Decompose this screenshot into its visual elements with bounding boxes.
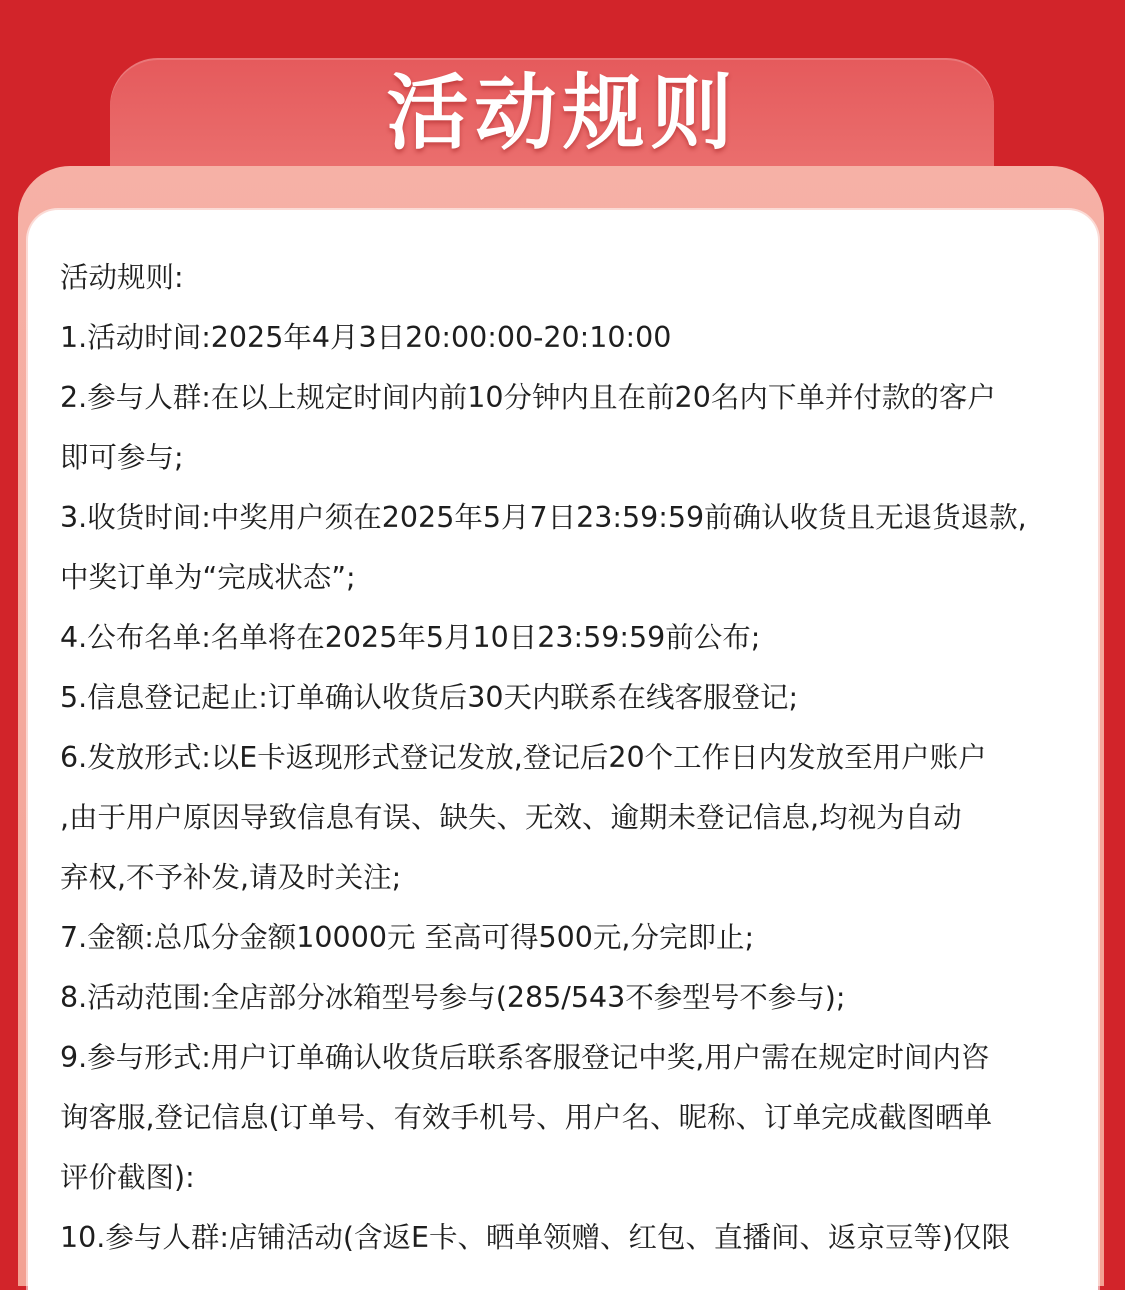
rule-participants-cont: 即可参与; xyxy=(60,441,184,474)
rule-participation-form-cont: 询客服,登记信息(订单号、有效手机号、用户名、昵称、订单完成截图晒单 xyxy=(60,1101,993,1134)
page-title: 活动规则 xyxy=(386,66,739,161)
rules-list xyxy=(60,248,1070,1268)
rule-registration-period: 5.信息登记起止:订单确认收货后30天内联系在线客服登记; xyxy=(60,681,799,714)
rule-activity-time: 1.活动时间:2025年4月3日20:00:00-20:10:00 xyxy=(60,321,672,354)
rule-receipt-time-cont: 中奖订单为“完成状态”; xyxy=(60,561,356,594)
rule-participation-form: 9.参与形式:用户订单确认收货后联系客服登记中奖,用户需在规定时间内咨 xyxy=(60,1041,990,1074)
rule-participation-form-cont-2: 评价截图): xyxy=(60,1161,195,1194)
rule-distribution: 6.发放形式:以E卡返现形式登记发放,登记后20个工作日内发放至用户账户 xyxy=(60,741,987,774)
rule-distribution-cont: ,由于用户原因导致信息有误、缺失、无效、逾期未登记信息,均视为自动 xyxy=(60,801,962,834)
rule-amount: 7.金额:总瓜分金额10000元 至高可得500元,分完即止; xyxy=(60,921,755,954)
rule-winner-list: 4.公布名单:名单将在2025年5月10日23:59:59前公布; xyxy=(60,621,761,654)
rule-participants-2: 10.参与人群:店铺活动(含返E卡、晒单领赠、红包、直播间、返京豆等)仅限 xyxy=(60,1221,1011,1254)
rule-distribution-cont-2: 弃权,不予补发,请及时关注; xyxy=(60,861,402,894)
rule-scope: 8.活动范围:全店部分冰箱型号参与(285/543不参型号不参与); xyxy=(60,981,846,1014)
rules-heading: 活动规则: xyxy=(60,261,184,294)
rule-participants: 2.参与人群:在以上规定时间内前10分钟内且在前20名内下单并付款的客户 xyxy=(60,381,996,414)
rule-receipt-time: 3.收货时间:中奖用户须在2025年5月7日23:59:59前确认收货且无退货退款, xyxy=(60,501,1027,534)
